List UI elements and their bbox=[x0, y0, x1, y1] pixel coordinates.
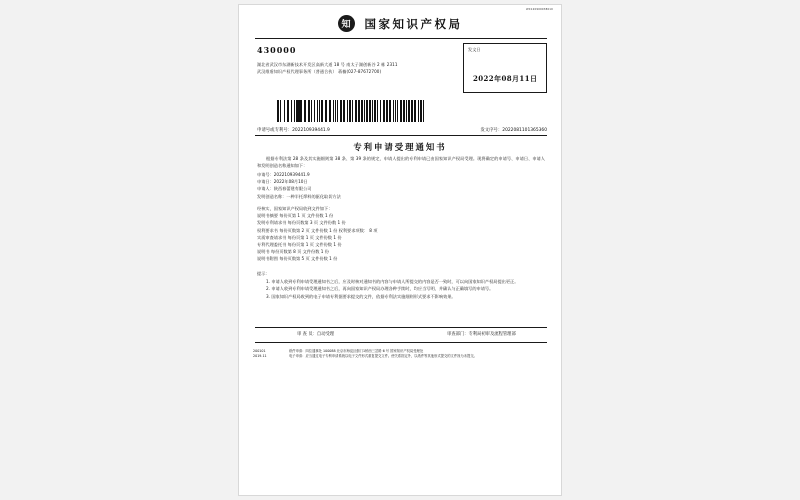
notes-section bbox=[257, 270, 545, 300]
received-document-item: 说明书 每份页数第 8 页 文件份数 1 份 bbox=[257, 249, 329, 255]
footer-code-2: 2019.11 bbox=[253, 354, 267, 359]
document-title: 专利申请受理通知书 bbox=[353, 142, 447, 152]
document-corner-id: WX120909038010 bbox=[526, 8, 553, 11]
dispatch-serial-label: 发文序号： bbox=[480, 128, 503, 133]
intro-paragraph: 根据专利法第 28 条及其实施细则第 38 条、第 39 条的规定，申请人提出的专利申请已由国家知识产权局受理。现将确定的申请号、申请日、申请人和发明创造名称通知如下： bbox=[257, 156, 545, 169]
examiner-group bbox=[257, 331, 427, 337]
document-page bbox=[238, 4, 562, 496]
received-document-item: 实质审查请求书 每份页第 1 页 文件份数 1 份 bbox=[257, 234, 342, 240]
document-header bbox=[239, 15, 561, 32]
identifier-divider bbox=[255, 135, 547, 136]
received-document-item: 权利要求书 每份页数第 2 页 文件份数 1 份 权利要求项数： 8 项 bbox=[257, 227, 378, 233]
header-divider bbox=[255, 38, 547, 39]
cnipa-emblem-icon: 知 bbox=[338, 15, 355, 32]
field-application-number: 申请号：202210939441.9 bbox=[257, 172, 310, 177]
dispatch-date-box bbox=[463, 43, 547, 93]
received-documents-title: 经核实，国家知识产权局收到文件如下： bbox=[257, 206, 333, 211]
department-group bbox=[427, 331, 545, 337]
recipient-address-block bbox=[257, 45, 452, 75]
footer-code-1: 200101 bbox=[253, 349, 266, 353]
note-item: 2. 申请人收到专利申请受理通知书之后，再向国家知识产权局办理各种手续时，均应当写明、并确认与正确填写的申请号。 bbox=[266, 286, 494, 292]
footer-row-2 bbox=[253, 354, 549, 359]
identifier-row bbox=[257, 127, 547, 133]
dispatch-serial-group bbox=[480, 127, 547, 133]
dispatch-serial-value: 2022081101365360 bbox=[502, 128, 547, 133]
footer-text-1: 纸件申请：四位通事处 100088 北京市海淀区蓟门1桥西三岔路 6 号 国家知识产权局受理处 bbox=[289, 349, 424, 353]
application-number-value: 202210939441.9 bbox=[292, 128, 330, 133]
postal-code: 430000 bbox=[257, 45, 297, 55]
note-item: 1. 申请人收到专利申请受理通知书之后，应及时核对通知书的内容与申请人所提交的内容是否一致时，可以向国家知识产权局提出更正。 bbox=[266, 279, 519, 285]
note-item: 3. 国家知识产权局收到的电子申请专利据要求提交的文件，依据专利法实施细则形式要求不影响效果。 bbox=[266, 293, 456, 299]
dispatch-date-label: 发文日 bbox=[468, 47, 481, 52]
field-applicant: 申请人：陕西春蕾建有限公司 bbox=[257, 186, 312, 192]
signature-divider-bottom bbox=[255, 342, 547, 343]
field-invention-title: 发明创造名称：一种半托焊料的驱化取切方法 bbox=[257, 193, 341, 199]
address-line-1: 湖北省武汉市东湖新技术开发区高新大道 18 号 南太子湖创新谷 2 栋 2311 bbox=[257, 62, 398, 67]
department-value: 专利局初审及流程管理部 bbox=[468, 332, 516, 337]
application-barcode bbox=[277, 100, 425, 122]
examiner-value: 自动受理 bbox=[316, 332, 335, 337]
received-document-item: 说明书附图 每份页数第 5 页 文件份数 1 份 bbox=[257, 256, 338, 262]
footer-text-2: 电子申请：应当通过电子专利申请系统以电子文件形式重复提交文件。使关系指定外，以纸件等其他形式提交的文件视为未提交。 bbox=[289, 354, 477, 359]
examiner-label: 审 查 员： bbox=[297, 332, 317, 337]
application-number-group bbox=[257, 127, 330, 133]
received-document-item: 说明书摘要 每份页第 1 页 文件份数 1 份 bbox=[257, 213, 334, 219]
dispatch-date-value: 2022年08月11日 bbox=[473, 74, 538, 83]
document-footer bbox=[253, 349, 549, 360]
signature-row bbox=[257, 331, 545, 337]
received-documents-section bbox=[257, 205, 545, 263]
received-document-item: 发明专利请求书 每份页数第 3 页 文件份数 1 份 bbox=[257, 220, 346, 226]
field-application-date: 申请日：2022年08月10日 bbox=[257, 179, 308, 185]
department-label: 审查部门： bbox=[447, 332, 469, 337]
application-number-label: 申请号或专利号： bbox=[257, 128, 293, 133]
notes-title: 提示： bbox=[257, 271, 270, 276]
organization-title: 国家知识产权局 bbox=[364, 16, 463, 31]
address-line-2: 武汉维盾知识产权代理事务所（普通合伙） 蒋楠(027-87672700) bbox=[257, 69, 382, 74]
signature-divider-top bbox=[255, 327, 547, 328]
received-document-item: 专利代理委托书 每份页第 1 页 文件份数 1 份 bbox=[257, 242, 342, 248]
application-fields bbox=[257, 171, 545, 200]
